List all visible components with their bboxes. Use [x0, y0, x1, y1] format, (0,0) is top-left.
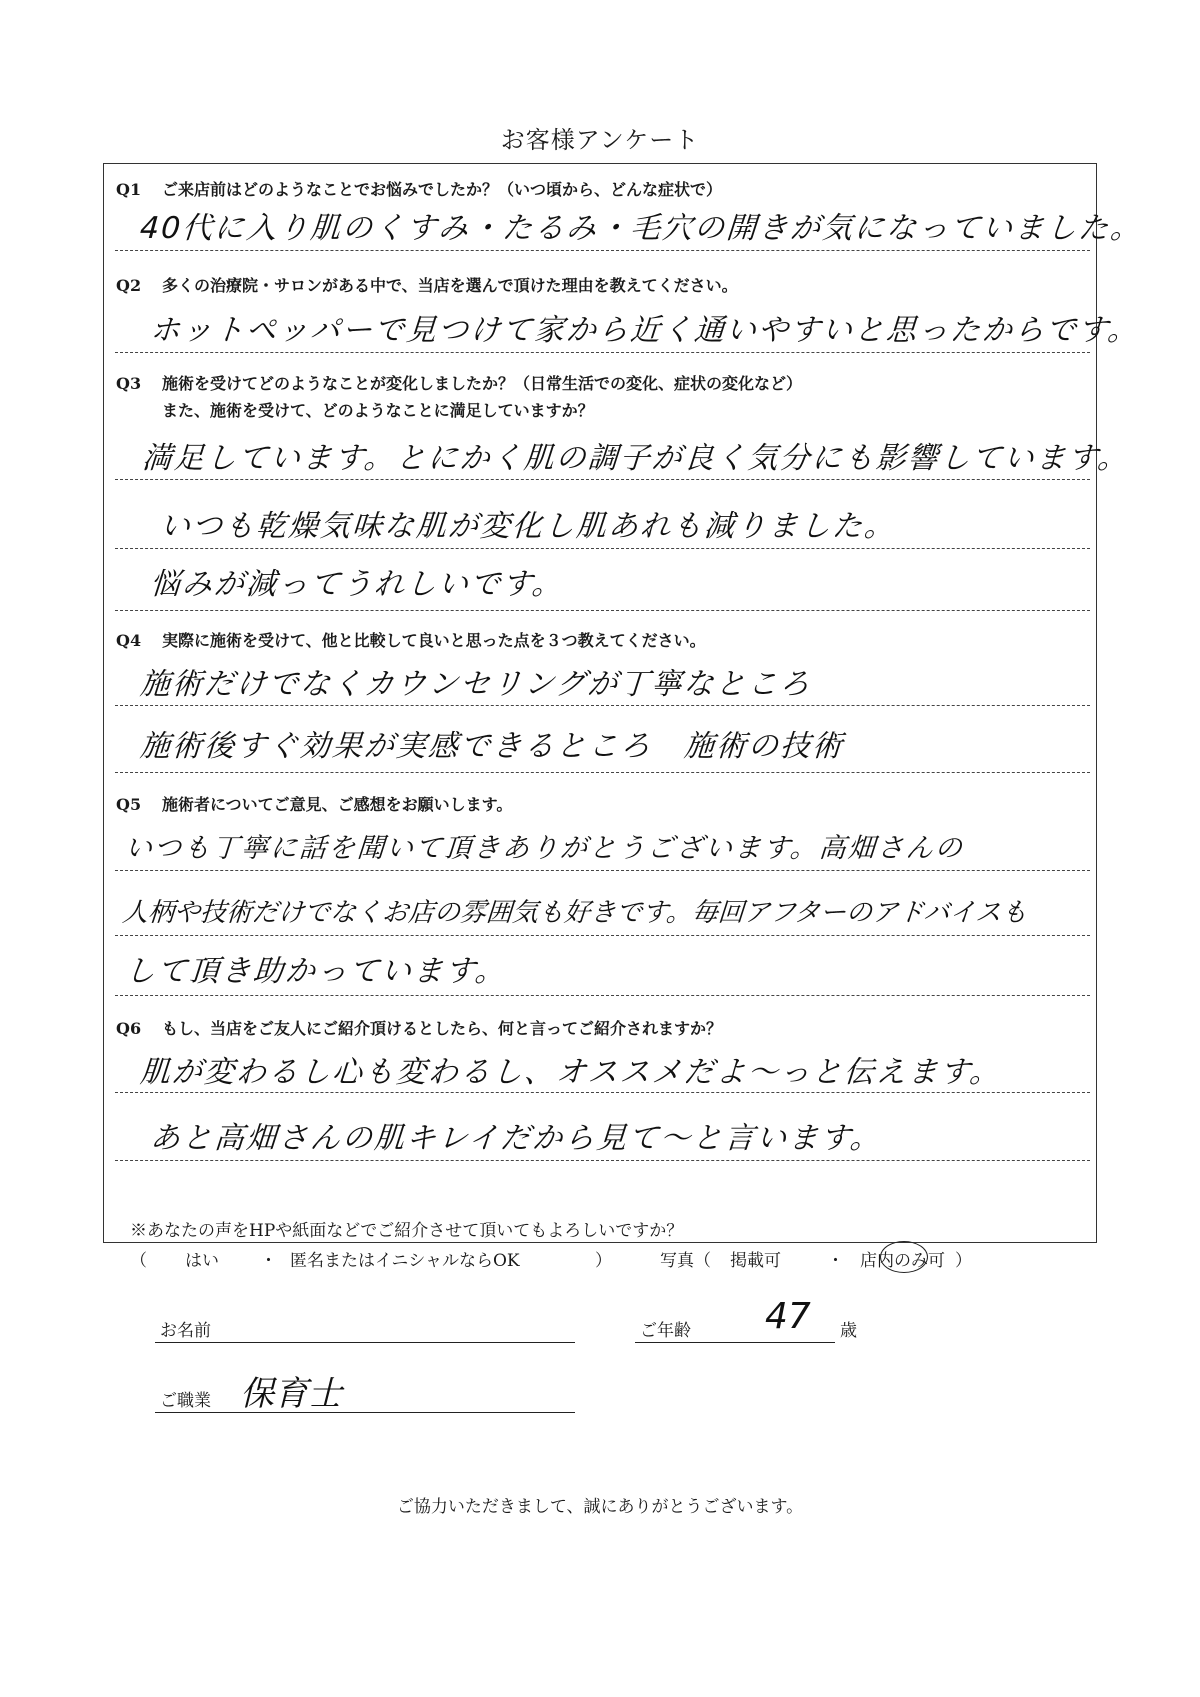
age-unit: 歳	[840, 1321, 857, 1341]
answer-rule	[115, 610, 1090, 611]
answer-rule	[115, 772, 1090, 773]
photo-label: 写真（	[660, 1251, 711, 1271]
thank-you-message: ご協力いただきまして、誠にありがとうございます。	[396, 1497, 804, 1517]
age-field[interactable]	[635, 1342, 835, 1343]
question-text: 実際に施術を受けて、他と比較して良いと思った点を３つ教えてください。	[162, 631, 706, 650]
question-number: Q4	[116, 631, 142, 650]
answer-rule	[115, 1160, 1090, 1161]
question-number: Q1	[116, 180, 142, 199]
answer-rule	[115, 548, 1090, 549]
question-text: 施術者についてご意見、ご感想をお願いします。	[162, 795, 513, 814]
answer-rule	[115, 705, 1090, 706]
job-field[interactable]	[155, 1412, 575, 1413]
answer-line: 施術だけでなくカウンセリングが丁寧なところ	[138, 667, 813, 702]
answer-rule	[115, 935, 1090, 936]
answer-rule	[115, 1092, 1090, 1093]
consent-close-paren: ）	[595, 1251, 612, 1271]
question-text: 施術を受けてどのようなことが変化しましたか？（日常生活での変化、症状の変化など）	[162, 374, 803, 393]
answer-line: 満足しています。とにかく肌の調子が良く気分にも影響しています。	[140, 441, 1131, 476]
consent-dot: ・	[260, 1251, 277, 1271]
name-label: お名前	[160, 1321, 211, 1341]
question-text-line2: また、施術を受けて、どのようなことに満足していますか？	[162, 401, 594, 420]
job-value: 保育士	[240, 1374, 342, 1414]
question-text: もし、当店をご友人にご紹介頂けるとしたら、何と言ってご紹介されますか？	[162, 1019, 723, 1038]
selection-circle	[880, 1241, 928, 1273]
answer-line: 肌が変わるし心も変わるし、オススメだよ〜っと伝えます。	[138, 1055, 1003, 1090]
answer-line: 40代に入り肌のくすみ・たるみ・毛穴の開きが気になっていました。	[138, 211, 1144, 246]
answer-line: いつも丁寧に話を聞いて頂きありがとうございます。高畑さんの	[123, 833, 965, 864]
question-number: Q5	[116, 795, 142, 814]
answer-line: あと高畑さんの肌キレイだから見て〜と言います。	[148, 1121, 884, 1156]
question-6	[116, 1016, 722, 1039]
consent-open-paren: （	[130, 1251, 147, 1271]
question-number: Q6	[116, 1019, 142, 1038]
question-number: Q3	[116, 374, 142, 393]
consent-anonymous-option[interactable]: 匿名またはイニシャルならOK	[290, 1251, 520, 1271]
question-4	[116, 628, 706, 651]
question-5	[116, 792, 512, 815]
question-3	[116, 371, 802, 394]
answer-rule	[115, 870, 1090, 871]
answer-line: ホットペッパーで見つけて家から近く通いやすいと思ったからです。	[148, 313, 1141, 348]
answer-rule	[115, 250, 1090, 251]
age-label: ご年齢	[640, 1321, 691, 1341]
name-field[interactable]	[155, 1342, 575, 1343]
consent-yes-option[interactable]: はい	[185, 1251, 219, 1271]
answer-rule	[115, 479, 1090, 480]
question-number: Q2	[116, 276, 142, 295]
answer-line: 人柄や技術だけでなくお店の雰囲気も好きです。毎回アフターのアドバイスも	[120, 898, 1029, 928]
answer-line: 施術後すぐ効果が実感できるところ 施術の技術	[138, 729, 846, 764]
photo-instore-option[interactable]: 店内のみ可	[860, 1251, 945, 1271]
job-label: ご職業	[160, 1391, 211, 1411]
photo-ok-option[interactable]: 掲載可	[730, 1251, 781, 1271]
question-text: ご来店前はどのようなことでお悩みでしたか？（いつ頃から、どんな症状で）	[162, 180, 723, 199]
consent-question: ※あなたの声をHPや紙面などでご紹介させて頂いてもよろしいですか？	[130, 1221, 684, 1241]
question-1	[116, 177, 722, 200]
page-title: お客様アンケート	[500, 126, 700, 154]
photo-dot: ・	[827, 1251, 844, 1271]
question-2	[116, 273, 738, 296]
answer-rule	[115, 995, 1090, 996]
question-text: 多くの治療院・サロンがある中で、当店を選んで頂けた理由を教えてください。	[162, 276, 738, 295]
answer-line: いつも乾燥気味な肌が変化し肌あれも減りました。	[158, 509, 898, 544]
answer-line: 悩みが減ってうれしいです。	[148, 567, 565, 602]
age-value: 47	[765, 1296, 811, 1337]
answer-rule	[115, 352, 1090, 353]
photo-close-paren: ）	[955, 1251, 972, 1271]
answer-line: して頂き助かっています。	[123, 954, 508, 989]
